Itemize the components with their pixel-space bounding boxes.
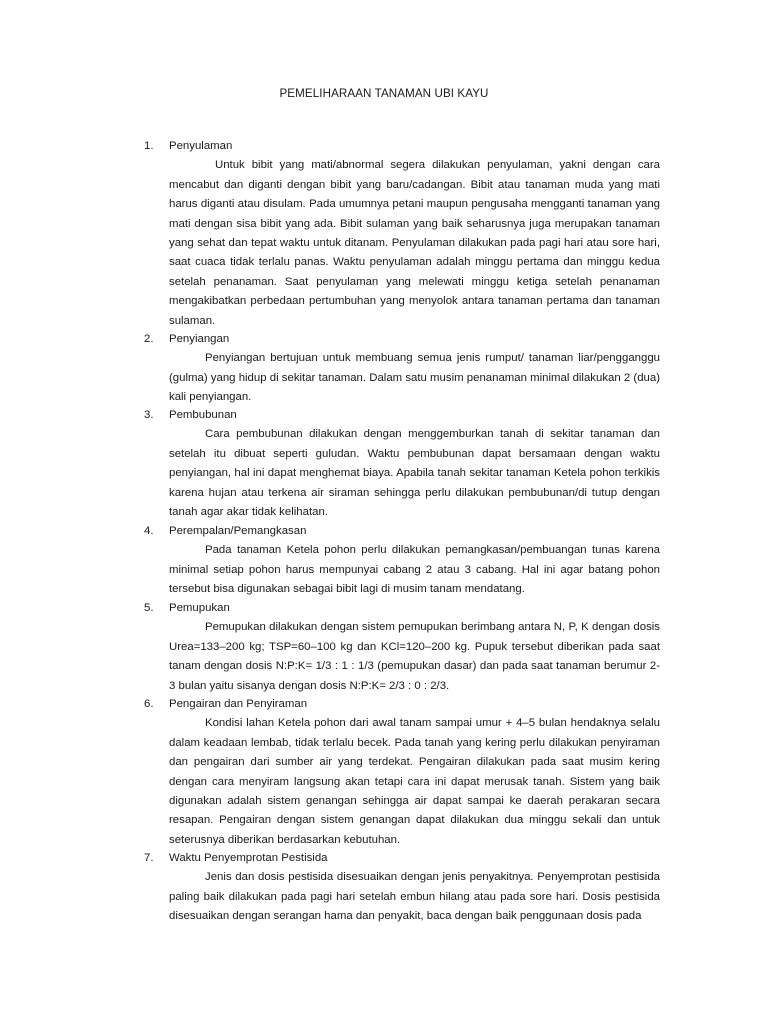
section-paragraph: Kondisi lahan Ketela pohon dari awal tanam sampai umur + 4–5 bulan hendaknya selalu dalam keadaan lembab, tidak terlalu becek. Pada tanah yang kering perlu dilakukan penyiraman dan pengairan dari sumber air yang terdekat. Pengairan dilakukan pada saat musim kering dengan cara menyiram langsung akan tetapi cara ini dapat merusak tanah. Sistem yang baik digunakan adalah sistem genangan sehingga air dapat sampai ke daerah perakaran secara resapan. Pengairan dengan sistem genangan dapat dilakukan dua minggu sekali dan untuk seterusnya diberikan berdasarkan kebutuhan.: [169, 717, 660, 846]
section-heading: [0, 849, 768, 868]
section-pembubunan: [0, 406, 768, 522]
document-title: PEMELIHARAAN TANAMAN UBI KAYU: [279, 87, 489, 100]
section-paragraph: Cara pembubunan dilakukan dengan menggemburkan tanah di sekitar tanaman dan setelah itu dibuat seperti guludan. Waktu pembubunan dapat bersamaan dengan waktu penyiangan, hal ini dapat menghemat biaya. Apabila tanah sekitar tanaman Ketela pohon terkikis karena hujan atau terkena air siraman sehingga perlu dilakukan pembubunan/di tutup dengan tanah agar akar tidak kelihatan.: [169, 428, 660, 519]
section-penyiangan: [0, 330, 768, 408]
section-heading-label: Waktu Penyemprotan Pestisida: [169, 852, 328, 864]
section-heading: [0, 406, 768, 425]
section-heading-label: Pemupukan: [169, 602, 230, 614]
section-number: 7.: [144, 852, 154, 864]
section-heading: [0, 330, 768, 349]
section-heading: [0, 137, 768, 156]
section-number: 5.: [144, 602, 154, 614]
section-heading: [0, 599, 768, 618]
section-heading-label: Penyulaman: [169, 140, 233, 152]
section-paragraph: Untuk bibit yang mati/abnormal segera dilakukan penyulaman, yakni dengan cara mencabut dan diganti dengan bibit yang baru/cadangan. Bibit atau tanaman muda yang mati harus diganti atau disulam. Pada umumnya petani maupun pengusaha mengganti tanaman yang mati dengan sisa bibit yang ada. Bibit sulaman yang baik seharusnya juga merupakan tanaman yang sehat dan tepat waktu untuk ditanam. Penyulaman dilakukan pada pagi hari atau sore hari, saat cuaca tidak terlalu panas. Waktu penyulaman adalah minggu pertama dan minggu kedua setelah penanaman. Saat penyulaman yang melewati minggu ketiga setelah penanaman mengakibatkan perbedaan pertumbuhan yang menyolok antara tanaman pertama dan tanaman sulaman.: [169, 159, 660, 327]
section-paragraph: Pada tanaman Ketela pohon perlu dilakukan pemangkasan/pembuangan tunas karena minimal setiap pohon harus mempunyai cabang 2 atau 3 cabang. Hal ini agar batang pohon tersebut bisa digunakan sebagai bibit lagi di musim tanam mendatang.: [169, 544, 660, 596]
section-heading-label: Penyiangan: [169, 333, 230, 345]
section-perempalan: [0, 522, 768, 600]
section-penyulaman: [0, 137, 768, 331]
section-pemupukan: [0, 599, 768, 696]
section-heading: [0, 695, 768, 714]
section-penyemprotan: [0, 849, 768, 927]
section-pengairan: [0, 695, 768, 850]
section-heading-label: Pengairan dan Penyiraman: [169, 698, 308, 710]
section-heading-label: Pembubunan: [169, 409, 237, 421]
section-paragraph: Penyiangan bertujuan untuk membuang semua jenis rumput/ tanaman liar/pengganggu (gulma) yang hidup di sekitar tanaman. Dalam satu musim penanaman minimal dilakukan 2 (dua) kali penyiangan.: [169, 352, 660, 404]
section-paragraph: Jenis dan dosis pestisida disesuaikan dengan jenis penyakitnya. Penyemprotan pestisida paling baik dilakukan pada pagi hari setelah embun hilang atau pada sore hari. Dosis pestisida disesuaikan dengan serangan hama dan penyakit, baca dengan baik penggunaan dosis pada: [169, 871, 660, 923]
section-number: 2.: [144, 333, 154, 345]
section-number: 4.: [144, 525, 154, 537]
section-number: 6.: [144, 698, 154, 710]
section-paragraph: Pemupukan dilakukan dengan sistem pemupukan berimbang antara N, P, K dengan dosis Urea=133–200 kg; TSP=60–100 kg dan KCl=120–200 kg. Pupuk tersebut diberikan pada saat tanam dengan dosis N:P:K= 1/3 : 1 : 1/3 (pemupukan dasar) dan pada saat tanaman berumur 2-3 bulan yaitu sisanya dengan dosis N:P:K= 2/3 : 0 : 2/3.: [169, 621, 660, 692]
section-heading-label: Perempalan/Pemangkasan: [169, 525, 307, 537]
section-heading: [0, 522, 768, 541]
section-number: 1.: [144, 140, 154, 152]
section-number: 3.: [144, 409, 154, 421]
